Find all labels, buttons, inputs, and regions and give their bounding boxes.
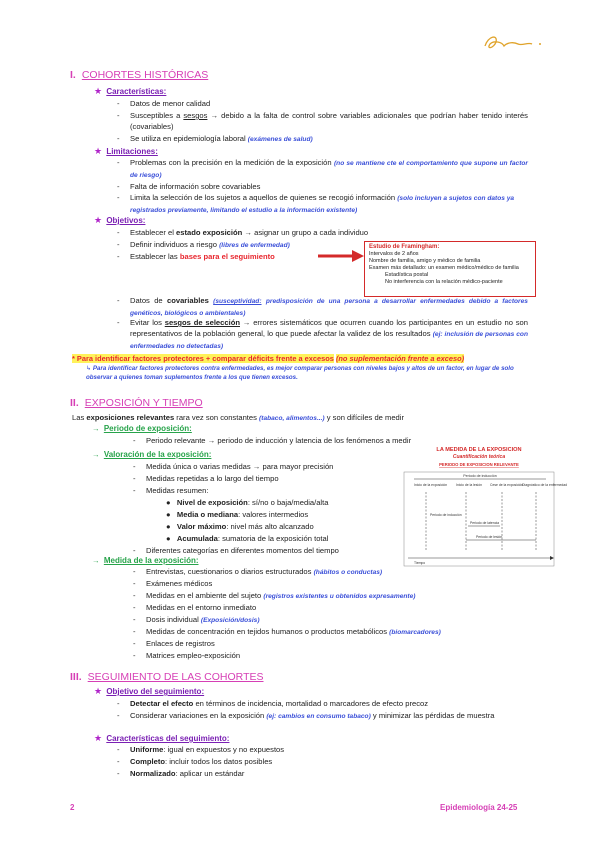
arrow-note: ↳ Para identificar factores protectores contra enfermedades, es mejor comparar personas con niveles bajos y altos de un factor, en lugar de solo observar a quienes toman suplementos frente a los que tienen excesos.	[86, 365, 514, 381]
svg-text:Tiempo: Tiempo	[414, 561, 426, 565]
list-item: - Completo: incluir todos los datos posibles	[117, 757, 273, 766]
list-item: - Medidas en el entorno inmediato	[133, 603, 257, 612]
list-item: - Falta de información sobre covariables	[117, 182, 261, 191]
list-item: - Susceptibles a sesgos → debido a la falta de control sobre variables adicionales que podrían haber tenido interés (covariables)	[117, 111, 528, 131]
measure-heading: → Medida de la exposición:	[92, 556, 199, 565]
svg-text:Cuantificación teórica: Cuantificación teórica	[452, 454, 506, 460]
objectives-heading: ★ Objetivos:	[94, 215, 146, 225]
list-item: - Medidas resumen:	[133, 486, 209, 495]
highlight-note: * Para identificar factores protectores + comparar déficits frente a excesos (no suplementación frente a exceso)	[72, 354, 465, 363]
list-item: - Definir individuos a riesgo (libres de enfermedad)	[117, 240, 290, 249]
star-icon: ★	[94, 215, 103, 225]
section-1-heading: I. COHORTES HISTÓRICAS	[70, 69, 209, 81]
section-2-heading: II. EXPOSICIÓN Y TIEMPO	[70, 397, 203, 409]
follow-up-characteristics-heading: ★ Características del seguimiento:	[94, 733, 230, 743]
svg-text:Inicio de la lesión: Inicio de la lesión	[456, 483, 483, 487]
characteristics-heading: ★ Características:	[94, 86, 167, 96]
list-item: - Datos de menor calidad	[117, 99, 211, 108]
list-item: - Enlaces de registros	[133, 639, 215, 648]
section-3-heading: III. SEGUIMIENTO DE LAS COHORTES	[70, 671, 264, 683]
star-icon: ★	[94, 733, 103, 743]
star-icon: ★	[94, 686, 103, 696]
bullet-item: ● Media o mediana: valores intermedios	[166, 510, 309, 519]
list-item: - Medida única o varias medidas → para mayor precisión	[133, 462, 334, 471]
list-item: - Dosis individual (Exposición/dosis)	[133, 615, 260, 624]
list-item: - Medidas repetidas a lo largo del tiempo	[133, 474, 279, 483]
list-item: - Medidas en el ambiente del sujeto (registros existentes u obtenidos expresamente)	[133, 591, 416, 600]
list-item: - Uniforme: igual en expuestos y no expuestos	[117, 745, 285, 754]
svg-text:Diagnóstico de la enfermedad: Diagnóstico de la enfermedad	[522, 483, 568, 487]
star-icon: ★	[94, 86, 103, 96]
framingham-box: Estudio de Framingham: Intervalos de 2 años Nombre de familia, amigo y médico de familia Examen más detallado: un examen médico/médico de familia Estadística postal No interferencia con la relación médico-paciente	[364, 241, 536, 297]
list-item: - Normalizado: aplicar un estándar	[117, 769, 245, 778]
list-item: - Periodo relevante → periodo de inducción y latencia de los fenómenos a medir	[133, 436, 412, 445]
list-item: - Problemas con la precisión en la medición de la exposición (no se mantiene cte el comportamiento que supone un factor de riesgo)	[117, 158, 528, 179]
svg-text:Periodo de lesión: Periodo de lesión	[476, 535, 503, 539]
svg-text:Periodo de latencia: Periodo de latencia	[470, 521, 500, 525]
list-item: - Evitar los sesgos de selección → errores sistemáticos que ocurren cuando los participantes en un estudio no son representativos de la población general, lo que puede afectar la validez de los resultados (ej: inclusión de personas con enfermedades no detectadas)	[117, 318, 528, 350]
period-heading: → Periodo de exposición:	[92, 424, 192, 433]
list-item: - Detectar el efecto en términos de incidencia, mortalidad o marcadores de efecto precoz	[117, 699, 429, 708]
list-item: - Entrevistas, cuestionarios o diarios estructurados (hábitos o conductas)	[133, 567, 383, 576]
exposure-diagram	[404, 444, 568, 568]
svg-text:LA MEDIDA DE LA EXPOSICION: LA MEDIDA DE LA EXPOSICION	[436, 447, 522, 453]
valuation-heading: → Valoración de la exposición:	[92, 450, 212, 459]
list-item: - Establecer el estado exposición → asignar un grupo a cada individuo	[117, 228, 369, 237]
signature-icon	[480, 28, 550, 56]
list-item: - Medidas de concentración en tejidos humanos o productos metabólicos (biomarcadores)	[133, 627, 441, 636]
star-icon: ★	[94, 146, 103, 156]
list-item: - Diferentes categorías en diferentes momentos del tiempo	[133, 546, 339, 555]
list-item: - Considerar variaciones en la exposición (ej: cambios en consumo tabaco) y minimizar las pérdidas de muestra	[117, 711, 495, 720]
course-label: Epidemiología 24-25	[440, 803, 518, 812]
list-item: - Datos de covariables (susceptividad: predisposición de una persona a desarrollar enfermedades debido a factores genéticos, biológicos o ambientales)	[117, 296, 528, 317]
svg-text:PERIODO DE EXPOSICION RELEVANT: PERIODO DE EXPOSICION RELEVANTE	[439, 462, 519, 467]
bullet-item: ● Acumulada: sumatoria de la exposición total	[166, 534, 329, 543]
svg-text:Periodo de inducción: Periodo de inducción	[463, 474, 497, 478]
limitations-heading: ★ Limitaciones:	[94, 146, 158, 156]
follow-up-objective-heading: ★ Objetivo del seguimiento:	[94, 686, 205, 696]
page-number: 2	[70, 803, 75, 812]
list-item: - Exámenes médicos	[133, 579, 213, 588]
list-item: - Se utiliza en epidemiología laboral (exámenes de salud)	[117, 134, 313, 143]
svg-text:Periodo de inducción: Periodo de inducción	[430, 513, 462, 517]
arrow-right-icon	[318, 249, 364, 263]
section-2-intro: Las exposiciones relevantes rara vez son constantes (tabaco, alimentos...) y son difíciles de medir	[72, 413, 405, 422]
list-item: - Establecer las bases para el seguimiento	[117, 252, 275, 261]
list-item: - Limita la selección de los sujetos a aquellos de quienes se recogió información (solo incluyen a sujetos con datos ya registrados previamente, limitando el estudio a la información existente)	[117, 193, 515, 214]
svg-text:Cese de la exposición: Cese de la exposición	[490, 483, 524, 487]
bullet-item: ● Valor máximo: nivel más alto alcanzado	[166, 522, 314, 531]
svg-text:Inicio de la exposición: Inicio de la exposición	[414, 483, 448, 487]
bullet-item: ● Nivel de exposición: sí/no o baja/media/alta	[166, 498, 329, 507]
list-item: - Matrices empleo-exposición	[133, 651, 241, 660]
